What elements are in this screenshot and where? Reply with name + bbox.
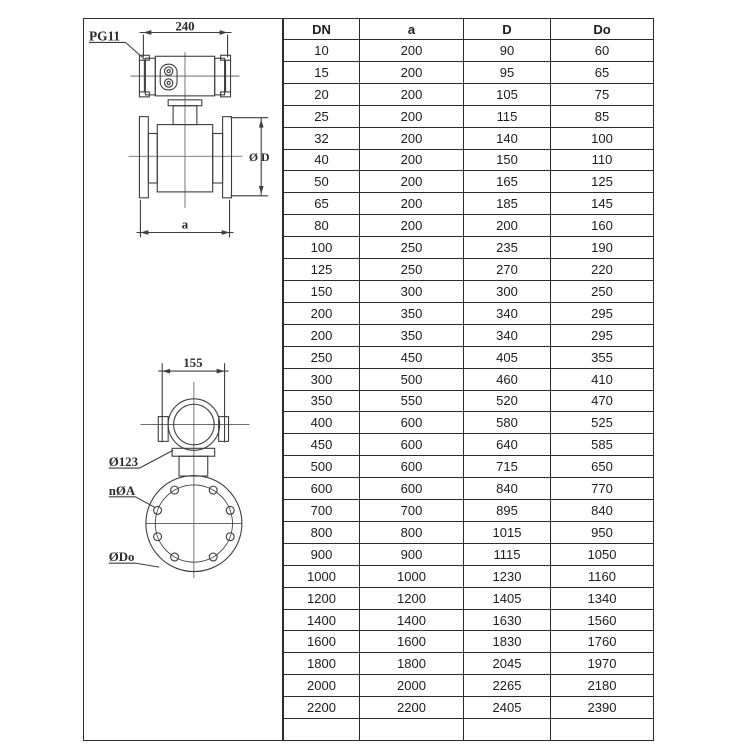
dimension-table (283, 18, 654, 741)
table-cell: 200 (284, 324, 360, 346)
table-cell: 235 (464, 237, 551, 259)
table-row (284, 609, 654, 631)
table-cell: 700 (360, 500, 464, 522)
table-cell: 200 (360, 61, 464, 83)
table-row (284, 719, 654, 741)
table-row (284, 521, 654, 543)
table-cell: 350 (284, 390, 360, 412)
table-cell: 2390 (551, 697, 654, 719)
table-cell: 500 (284, 456, 360, 478)
front-view-drawing (109, 363, 250, 578)
table-cell: 200 (464, 215, 551, 237)
flange-diameter-dim-label: Ø D (248, 150, 270, 165)
table-row (284, 259, 654, 281)
table-cell: 1000 (284, 565, 360, 587)
table-cell: 840 (551, 500, 654, 522)
table-cell: 1230 (464, 565, 551, 587)
table-cell: 520 (464, 390, 551, 412)
table-cell: 1830 (464, 631, 551, 653)
side-view-drawing (89, 30, 268, 237)
table-cell: 1400 (284, 609, 360, 631)
table-cell: 145 (551, 193, 654, 215)
table-cell: 1000 (360, 565, 464, 587)
flange-outer-diameter-label: ØDo (108, 550, 135, 565)
table-cell: 300 (360, 280, 464, 302)
table-cell: 640 (464, 434, 551, 456)
table-cell: 600 (360, 456, 464, 478)
housing-diameter-label: Ø123 (108, 455, 139, 470)
table-cell: 140 (464, 127, 551, 149)
table-cell: 1970 (551, 653, 654, 675)
table-row (284, 478, 654, 500)
table-cell: 450 (360, 346, 464, 368)
table-cell: 900 (360, 543, 464, 565)
table-row (284, 61, 654, 83)
table-cell: 190 (551, 237, 654, 259)
table-row (284, 83, 654, 105)
table-row (284, 631, 654, 653)
table-cell: 585 (551, 434, 654, 456)
table-row (284, 127, 654, 149)
column-header-do: Do (551, 19, 654, 40)
table-cell: 340 (464, 324, 551, 346)
table-cell: 2265 (464, 675, 551, 697)
table-cell: 200 (360, 171, 464, 193)
table-cell: 110 (551, 149, 654, 171)
table-cell: 800 (284, 521, 360, 543)
table-cell (464, 719, 551, 741)
table-cell: 550 (360, 390, 464, 412)
table-cell: 15 (284, 61, 360, 83)
table-cell: 2200 (284, 697, 360, 719)
table-row (284, 215, 654, 237)
table-row (284, 587, 654, 609)
table-cell: 125 (284, 259, 360, 281)
table-cell: 2200 (360, 697, 464, 719)
table-row (284, 105, 654, 127)
table-cell: 355 (551, 346, 654, 368)
table-cell: 715 (464, 456, 551, 478)
table-cell: 410 (551, 368, 654, 390)
table-cell: 200 (360, 149, 464, 171)
table-cell: 1115 (464, 543, 551, 565)
table-cell: 700 (284, 500, 360, 522)
table-cell: 150 (464, 149, 551, 171)
table-cell: 250 (360, 237, 464, 259)
table-cell: 405 (464, 346, 551, 368)
column-header-d: D (464, 19, 551, 40)
table-cell: 1160 (551, 565, 654, 587)
table-cell: 250 (551, 280, 654, 302)
table-cell: 460 (464, 368, 551, 390)
table-cell: 40 (284, 149, 360, 171)
table-cell: 250 (360, 259, 464, 281)
face-to-face-dim-label: a (181, 217, 189, 232)
table-cell: 200 (360, 193, 464, 215)
table-cell: 1405 (464, 587, 551, 609)
table-cell: 340 (464, 302, 551, 324)
table-cell: 1630 (464, 609, 551, 631)
table-cell: 500 (360, 368, 464, 390)
table-row (284, 456, 654, 478)
bolt-holes-label: nØA (108, 483, 136, 498)
table-cell: 300 (464, 280, 551, 302)
table-cell: 470 (551, 390, 654, 412)
table-cell: 250 (284, 346, 360, 368)
table-cell: 185 (464, 193, 551, 215)
dimension-table-head-row (284, 19, 654, 40)
table-cell: 1400 (360, 609, 464, 631)
table-cell: 1560 (551, 609, 654, 631)
table-cell: 25 (284, 105, 360, 127)
table-cell: 50 (284, 171, 360, 193)
table-cell: 895 (464, 500, 551, 522)
table-cell: 580 (464, 412, 551, 434)
table-cell: 2000 (284, 675, 360, 697)
table-cell: 1200 (284, 587, 360, 609)
table-row (284, 237, 654, 259)
table-cell: 65 (551, 61, 654, 83)
column-header-dn: DN (284, 19, 360, 40)
table-cell: 1800 (360, 653, 464, 675)
table-cell: 600 (360, 478, 464, 500)
housing-width-dim-label: 155 (183, 356, 203, 371)
table-row (284, 434, 654, 456)
table-cell: 200 (360, 40, 464, 62)
table-cell: 125 (551, 171, 654, 193)
converter-width-dim-label: 240 (175, 19, 195, 34)
table-cell: 2045 (464, 653, 551, 675)
table-cell: 300 (284, 368, 360, 390)
table-cell: 1760 (551, 631, 654, 653)
table-cell: 65 (284, 193, 360, 215)
table-cell: 525 (551, 412, 654, 434)
table-cell: 350 (360, 324, 464, 346)
table-row (284, 346, 654, 368)
table-cell: 840 (464, 478, 551, 500)
table-cell: 1015 (464, 521, 551, 543)
table-cell: 2405 (464, 697, 551, 719)
table-cell: 80 (284, 215, 360, 237)
drawing-panel (83, 18, 283, 741)
table-cell: 1200 (360, 587, 464, 609)
table-cell: 1600 (360, 631, 464, 653)
table-cell: 90 (464, 40, 551, 62)
table-row (284, 675, 654, 697)
table-cell: 160 (551, 215, 654, 237)
table-cell: 220 (551, 259, 654, 281)
table-cell: 295 (551, 324, 654, 346)
table-cell: 1800 (284, 653, 360, 675)
table-cell: 450 (284, 434, 360, 456)
table-cell: 400 (284, 412, 360, 434)
table-cell: 295 (551, 302, 654, 324)
table-cell: 2000 (360, 675, 464, 697)
table-cell: 800 (360, 521, 464, 543)
table-cell: 200 (360, 127, 464, 149)
table-cell: 1600 (284, 631, 360, 653)
table-cell: 200 (360, 215, 464, 237)
table-cell: 75 (551, 83, 654, 105)
table-cell: 165 (464, 171, 551, 193)
table-cell: 950 (551, 521, 654, 543)
table-row (284, 565, 654, 587)
table-cell: 95 (464, 61, 551, 83)
table-row (284, 193, 654, 215)
table-cell: 1340 (551, 587, 654, 609)
table-row (284, 324, 654, 346)
table-cell: 2180 (551, 675, 654, 697)
table-cell: 600 (360, 412, 464, 434)
table-row (284, 40, 654, 62)
table-row (284, 697, 654, 719)
table-cell: 150 (284, 280, 360, 302)
table-row (284, 368, 654, 390)
table-row (284, 280, 654, 302)
table-row (284, 500, 654, 522)
table-cell: 350 (360, 302, 464, 324)
cable-entry-label: PG11 (88, 28, 121, 44)
table-cell: 100 (551, 127, 654, 149)
table-row (284, 412, 654, 434)
table-cell: 20 (284, 83, 360, 105)
table-row (284, 302, 654, 324)
table-cell: 650 (551, 456, 654, 478)
table-cell: 1050 (551, 543, 654, 565)
table-cell: 60 (551, 40, 654, 62)
table-cell: 105 (464, 83, 551, 105)
table-row (284, 390, 654, 412)
table-row (284, 171, 654, 193)
table-cell (551, 719, 654, 741)
table-cell: 85 (551, 105, 654, 127)
table-row (284, 149, 654, 171)
table-cell: 32 (284, 127, 360, 149)
table-row (284, 653, 654, 675)
table-cell (284, 719, 360, 741)
table-cell: 115 (464, 105, 551, 127)
flowmeter-drawing (84, 19, 282, 740)
table-cell: 900 (284, 543, 360, 565)
table-cell: 600 (284, 478, 360, 500)
table-cell: 10 (284, 40, 360, 62)
dimension-table-body (284, 40, 654, 741)
table-cell: 200 (360, 83, 464, 105)
table-cell: 200 (360, 105, 464, 127)
table-cell: 200 (284, 302, 360, 324)
table-cell (360, 719, 464, 741)
table-cell: 600 (360, 434, 464, 456)
table-row (284, 543, 654, 565)
table-cell: 270 (464, 259, 551, 281)
table-cell: 770 (551, 478, 654, 500)
table-cell: 100 (284, 237, 360, 259)
column-header-a: a (360, 19, 464, 40)
